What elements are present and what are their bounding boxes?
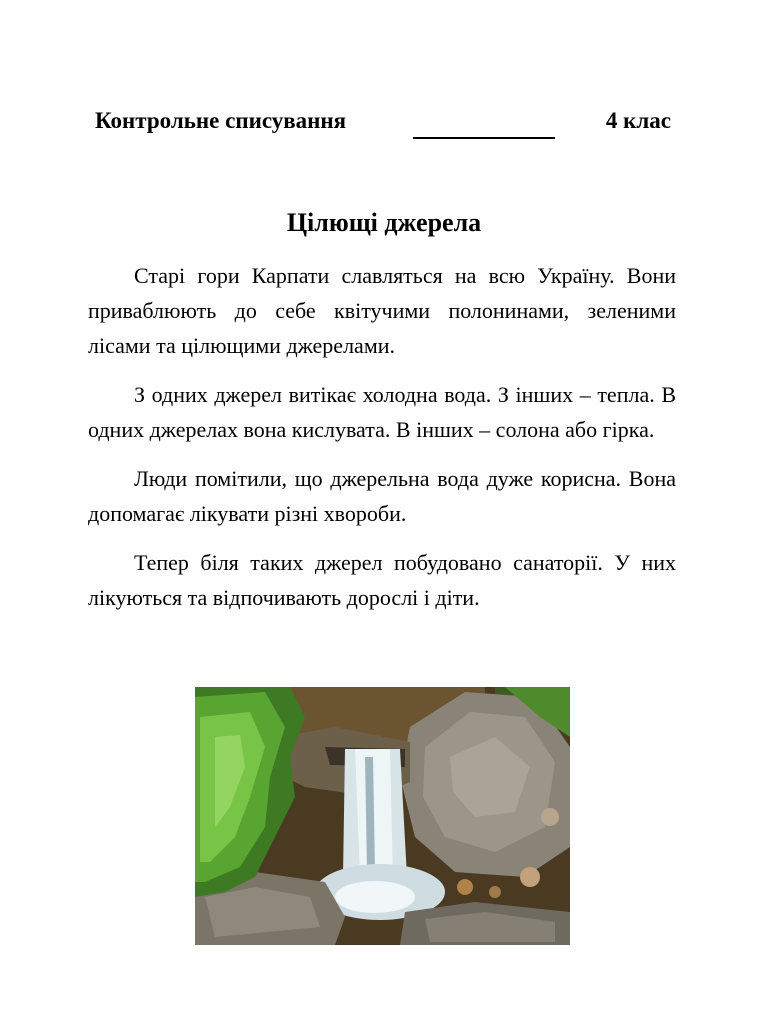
paragraph: Люди помітили, що джерельна вода дуже корисна. Вона допомагає лікувати різні хвороби. — [88, 466, 676, 526]
spring-photo — [195, 687, 570, 945]
worksheet-header — [95, 108, 671, 142]
text-title: Цілющі джерела — [286, 208, 482, 237]
text-body — [88, 258, 676, 629]
paragraph: Тепер біля таких джерел побудовано санаторії. У них лікуються та відпочивають дорослі і діти. — [88, 550, 676, 610]
paragraph: З одних джерел витікає холодна вода. З інших – тепла. В одних джерелах вона кислувата. В інших – солона або гірка. — [88, 382, 676, 442]
header-title: Контрольне списування — [95, 108, 347, 133]
paragraph: Старі гори Карпати славляться на всю Україну. Вони приваблюють до себе квітучими полонинами, зеленими лісами та цілющими джерелами. — [88, 263, 676, 358]
header-grade: 4 клас — [605, 108, 671, 133]
header-blank-line — [413, 108, 555, 139]
